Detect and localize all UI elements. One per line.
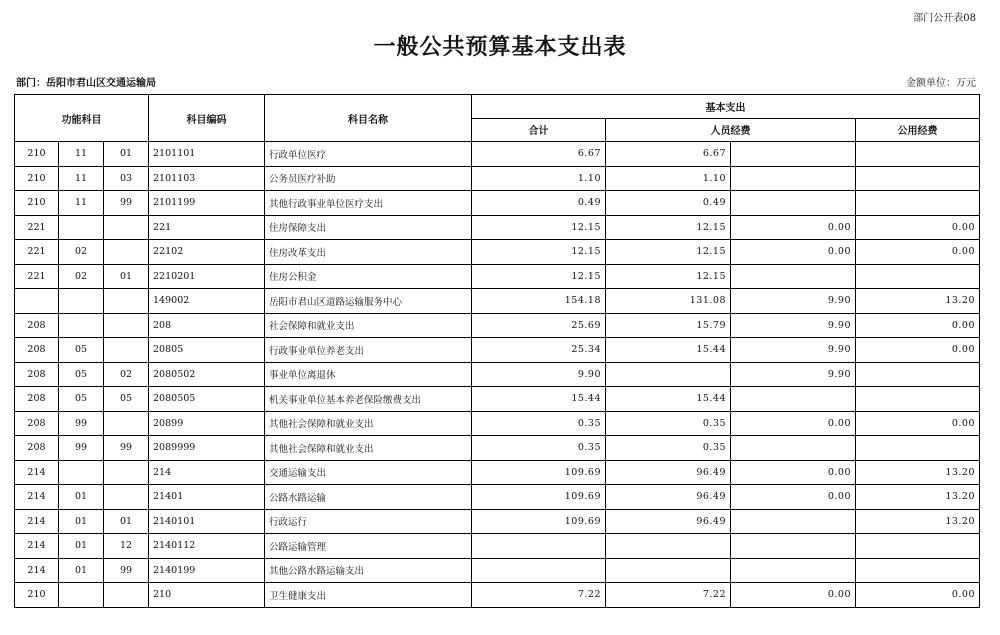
public-cell [856, 142, 980, 167]
personnel-cell: 1.10 [606, 166, 731, 191]
subject-name-cell: 机关事业单位基本养老保险缴费支出 [265, 387, 472, 412]
func-class-cell: 208 [15, 387, 59, 412]
public-cell: 0.00 [856, 240, 980, 265]
subject-name-cell: 行政事业单位养老支出 [265, 338, 472, 363]
public-cell: 0.00 [856, 338, 980, 363]
subject-name-cell: 卫生健康支出 [265, 583, 472, 608]
public-cell [856, 166, 980, 191]
total-cell: 1.10 [472, 166, 606, 191]
func-item-cell [104, 583, 149, 608]
func-class-cell: 210 [15, 583, 59, 608]
func-class-cell [15, 289, 59, 314]
func-class-cell: 221 [15, 215, 59, 240]
subject-name-cell: 住房改革支出 [265, 240, 472, 265]
func-section-cell: 99 [59, 411, 104, 436]
subject-code-cell: 22102 [149, 240, 265, 265]
personnel-cell: 7.22 [606, 583, 731, 608]
subject-code-cell: 2140199 [149, 558, 265, 583]
personnel-cell: 12.15 [606, 240, 731, 265]
subject-name-cell: 公路运输管理 [265, 534, 472, 559]
header-subject-code: 科目编码 [149, 95, 265, 142]
subject-name-cell: 其他行政事业单位医疗支出 [265, 191, 472, 216]
unit-label: 金额单位：万元 [906, 78, 976, 89]
func-class-cell: 221 [15, 240, 59, 265]
personnel-cell: 15.44 [606, 338, 731, 363]
func-class-cell: 210 [15, 166, 59, 191]
table-row [15, 583, 980, 608]
header-subject-name: 科目名称 [265, 95, 472, 142]
table-body [15, 142, 980, 608]
subject-name-cell: 住房保障支出 [265, 215, 472, 240]
personnel-cell: 0.35 [606, 436, 731, 461]
total-cell: 6.67 [472, 142, 606, 167]
personnel-public-cell [731, 264, 856, 289]
personnel-cell [606, 362, 731, 387]
table-row [15, 558, 980, 583]
subject-name-cell: 公务员医疗补助 [265, 166, 472, 191]
table-row [15, 436, 980, 461]
subject-name-cell: 岳阳市君山区道路运输服务中心 [265, 289, 472, 314]
func-section-cell: 11 [59, 191, 104, 216]
personnel-public-cell [731, 166, 856, 191]
func-item-cell: 01 [104, 509, 149, 534]
table-row [15, 509, 980, 534]
total-cell: 25.69 [472, 313, 606, 338]
func-class-cell: 210 [15, 142, 59, 167]
func-section-cell [59, 313, 104, 338]
subject-name-cell: 住房公积金 [265, 264, 472, 289]
table-row [15, 411, 980, 436]
personnel-public-cell: 0.00 [731, 460, 856, 485]
public-cell: 13.20 [856, 485, 980, 510]
subject-name-cell: 其他公路水路运输支出 [265, 558, 472, 583]
func-item-cell [104, 485, 149, 510]
func-class-cell: 214 [15, 534, 59, 559]
func-class-cell: 214 [15, 460, 59, 485]
total-cell: 154.18 [472, 289, 606, 314]
table-row [15, 191, 980, 216]
public-cell [856, 362, 980, 387]
personnel-public-cell: 9.90 [731, 289, 856, 314]
total-cell: 12.15 [472, 240, 606, 265]
personnel-public-cell: 0.00 [731, 215, 856, 240]
total-cell: 7.22 [472, 583, 606, 608]
page-title: 一般公共预算基本支出表 [373, 35, 627, 60]
subject-code-cell: 2140112 [149, 534, 265, 559]
personnel-public-cell [731, 142, 856, 167]
personnel-public-cell [731, 558, 856, 583]
func-class-cell: 208 [15, 436, 59, 461]
total-cell: 25.34 [472, 338, 606, 363]
personnel-cell: 96.49 [606, 460, 731, 485]
func-item-cell: 02 [104, 362, 149, 387]
personnel-public-cell: 9.90 [731, 338, 856, 363]
personnel-cell: 12.15 [606, 215, 731, 240]
subject-name-cell: 社会保障和就业支出 [265, 313, 472, 338]
func-class-cell: 210 [15, 191, 59, 216]
table-row [15, 215, 980, 240]
personnel-public-cell [731, 436, 856, 461]
subject-code-cell: 2101101 [149, 142, 265, 167]
subject-code-cell: 221 [149, 215, 265, 240]
subject-name-cell: 事业单位离退休 [265, 362, 472, 387]
total-cell: 0.49 [472, 191, 606, 216]
personnel-cell: 96.49 [606, 509, 731, 534]
func-section-cell: 01 [59, 558, 104, 583]
personnel-public-cell [731, 509, 856, 534]
table-row [15, 289, 980, 314]
func-section-cell: 01 [59, 509, 104, 534]
public-cell: 0.00 [856, 313, 980, 338]
personnel-public-cell: 9.90 [731, 362, 856, 387]
subject-name-cell: 公路水路运输 [265, 485, 472, 510]
subject-name-cell: 交通运输支出 [265, 460, 472, 485]
subject-code-cell: 2140101 [149, 509, 265, 534]
header-public: 公用经费 [856, 118, 980, 142]
personnel-cell: 0.35 [606, 411, 731, 436]
func-class-cell: 221 [15, 264, 59, 289]
public-cell [856, 387, 980, 412]
func-item-cell [104, 215, 149, 240]
public-cell: 13.20 [856, 289, 980, 314]
func-item-cell [104, 313, 149, 338]
total-cell: 15.44 [472, 387, 606, 412]
form-number: 部门公开表08 [913, 13, 976, 24]
subject-code-cell: 2101103 [149, 166, 265, 191]
header-basic-expenditure: 基本支出 [472, 95, 980, 119]
public-cell [856, 191, 980, 216]
table-row [15, 460, 980, 485]
personnel-public-cell [731, 534, 856, 559]
personnel-cell: 131.08 [606, 289, 731, 314]
func-item-cell [104, 289, 149, 314]
subject-name-cell: 其他社会保障和就业支出 [265, 411, 472, 436]
personnel-public-cell: 0.00 [731, 411, 856, 436]
personnel-cell: 6.67 [606, 142, 731, 167]
total-cell: 12.15 [472, 264, 606, 289]
subject-name-cell: 行政运行 [265, 509, 472, 534]
total-cell: 109.69 [472, 485, 606, 510]
func-class-cell: 208 [15, 362, 59, 387]
table-row [15, 362, 980, 387]
total-cell: 12.15 [472, 215, 606, 240]
total-cell [472, 558, 606, 583]
public-cell: 13.20 [856, 509, 980, 534]
personnel-public-cell: 0.00 [731, 583, 856, 608]
table-row [15, 485, 980, 510]
subject-name-cell: 行政单位医疗 [265, 142, 472, 167]
table-row [15, 338, 980, 363]
func-class-cell: 214 [15, 485, 59, 510]
func-class-cell: 208 [15, 338, 59, 363]
personnel-public-cell: 9.90 [731, 313, 856, 338]
func-item-cell [104, 338, 149, 363]
total-cell: 109.69 [472, 509, 606, 534]
header-personnel: 人员经费 [606, 118, 856, 142]
func-item-cell [104, 240, 149, 265]
subject-code-cell: 2080505 [149, 387, 265, 412]
personnel-cell: 12.15 [606, 264, 731, 289]
public-cell [856, 264, 980, 289]
personnel-public-cell: 0.00 [731, 240, 856, 265]
header-total: 合计 [472, 118, 606, 142]
public-cell: 0.00 [856, 215, 980, 240]
table-row [15, 142, 980, 167]
total-cell [472, 534, 606, 559]
func-item-cell: 99 [104, 191, 149, 216]
personnel-cell: 15.79 [606, 313, 731, 338]
subject-name-cell: 其他社会保障和就业支出 [265, 436, 472, 461]
public-cell: 0.00 [856, 411, 980, 436]
subject-code-cell: 210 [149, 583, 265, 608]
public-cell [856, 534, 980, 559]
func-item-cell: 01 [104, 142, 149, 167]
func-class-cell: 208 [15, 411, 59, 436]
func-section-cell: 11 [59, 142, 104, 167]
subject-code-cell: 20805 [149, 338, 265, 363]
department-label: 部门：岳阳市君山区交通运输局 [16, 78, 156, 89]
personnel-public-cell [731, 191, 856, 216]
func-section-cell: 01 [59, 485, 104, 510]
public-cell: 13.20 [856, 460, 980, 485]
personnel-cell: 0.49 [606, 191, 731, 216]
func-section-cell [59, 460, 104, 485]
personnel-cell [606, 558, 731, 583]
func-item-cell: 99 [104, 436, 149, 461]
func-section-cell: 05 [59, 338, 104, 363]
table-row [15, 240, 980, 265]
total-cell: 0.35 [472, 411, 606, 436]
subject-code-cell: 149002 [149, 289, 265, 314]
public-cell [856, 436, 980, 461]
subject-code-cell: 2080502 [149, 362, 265, 387]
personnel-cell: 15.44 [606, 387, 731, 412]
func-section-cell [59, 583, 104, 608]
func-section-cell: 99 [59, 436, 104, 461]
table-row [15, 166, 980, 191]
subject-code-cell: 2089999 [149, 436, 265, 461]
header-func-subject: 功能科目 [15, 95, 149, 142]
personnel-public-cell [731, 387, 856, 412]
func-section-cell: 02 [59, 240, 104, 265]
subject-code-cell: 2101199 [149, 191, 265, 216]
expenditure-table [14, 94, 980, 608]
func-item-cell: 99 [104, 558, 149, 583]
table-row [15, 264, 980, 289]
table-row [15, 387, 980, 412]
personnel-public-cell: 0.00 [731, 485, 856, 510]
total-cell: 109.69 [472, 460, 606, 485]
func-item-cell: 01 [104, 264, 149, 289]
func-class-cell: 214 [15, 558, 59, 583]
func-section-cell: 05 [59, 387, 104, 412]
func-section-cell [59, 289, 104, 314]
func-item-cell: 03 [104, 166, 149, 191]
func-item-cell: 12 [104, 534, 149, 559]
subject-code-cell: 214 [149, 460, 265, 485]
func-class-cell: 208 [15, 313, 59, 338]
func-section-cell: 05 [59, 362, 104, 387]
func-section-cell [59, 215, 104, 240]
personnel-cell: 96.49 [606, 485, 731, 510]
total-cell: 9.90 [472, 362, 606, 387]
func-item-cell [104, 460, 149, 485]
total-cell: 0.35 [472, 436, 606, 461]
subject-code-cell: 2210201 [149, 264, 265, 289]
personnel-cell [606, 534, 731, 559]
func-item-cell [104, 411, 149, 436]
public-cell [856, 558, 980, 583]
subject-code-cell: 21401 [149, 485, 265, 510]
subject-code-cell: 20899 [149, 411, 265, 436]
func-section-cell: 11 [59, 166, 104, 191]
table-row [15, 534, 980, 559]
subject-code-cell: 208 [149, 313, 265, 338]
public-cell: 0.00 [856, 583, 980, 608]
table-row [15, 313, 980, 338]
func-class-cell: 214 [15, 509, 59, 534]
func-section-cell: 02 [59, 264, 104, 289]
func-item-cell: 05 [104, 387, 149, 412]
func-section-cell: 01 [59, 534, 104, 559]
